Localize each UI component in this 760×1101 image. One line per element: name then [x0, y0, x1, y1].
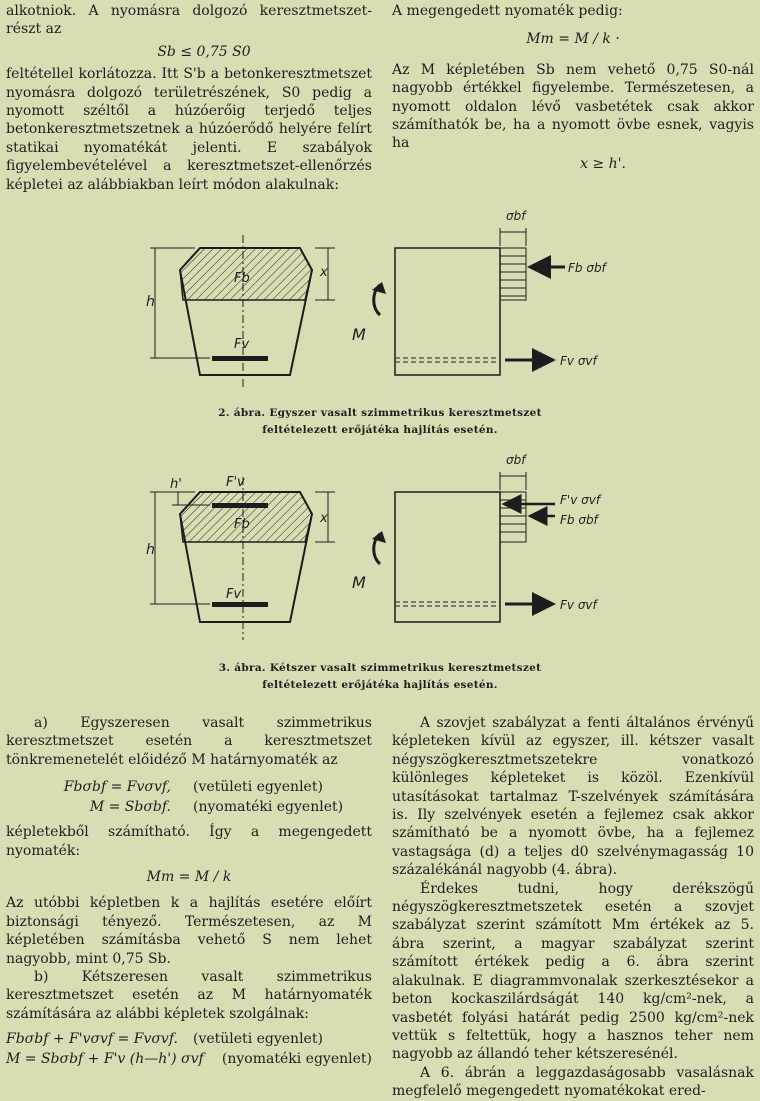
caption-line: feltételezett erőjátéka hajlítás esetén. — [262, 424, 498, 436]
rebar — [212, 356, 268, 361]
label-Fvp-sigma: F'v σvf — [560, 493, 601, 507]
caption-line: 2. ábra. Egyszer vasalt szimmetrikus keresztmetszet — [218, 407, 542, 419]
bottom-left-column — [6, 714, 372, 1069]
figure-3-diagram — [0, 442, 760, 652]
equation-row — [6, 797, 372, 817]
paragraph: képletekből számítható. Így a megengedett nyomaték: — [6, 824, 372, 859]
formula: Mm = M / k — [146, 869, 232, 886]
label-Fb-sigma: Fb σbf — [560, 513, 598, 527]
label-h-prime: h' — [170, 477, 182, 492]
equation-row — [6, 1029, 372, 1049]
label-Fv-prime: F'v — [226, 475, 245, 490]
beam-elevation — [352, 453, 602, 622]
paragraph: feltétellel korlátozza. Itt S'b a betonkeresztmetszet nyomásra dolgozó területrészének, S0 pedig a nyomott széltől a húzóerőig terjedő teljes betonkeresztmetszetnek a húzóerődő helyére felírt statikai nyomatékát jelenti. E szabályok figyelembevételével a keresztmetszet-ellenőrzés képletei az alábbiakban leírt módon alakulnak: — [6, 66, 372, 193]
label-M: M — [352, 325, 366, 344]
label-Fv-sigma: Fv σvf — [560, 354, 597, 368]
equation-label: (vetületi egyenlet) — [193, 1031, 323, 1048]
paragraph: Az utóbbi képletben k a hajlítás esetére előírt biztonsági tényező. Természetesen, az M képletében számításba vehető S nem lehet nagyobb, mint 0,75 Sb. — [6, 895, 372, 967]
label-sigma-bf: σbf — [506, 209, 526, 223]
equation-row — [6, 777, 372, 797]
paragraph: A 6. ábrán a leggazdaságosabb vasalásnak megfelelő megengedett nyomatékokat ered- — [392, 1064, 754, 1100]
label-Fv: Fv — [226, 587, 242, 602]
figure-2-diagram — [0, 190, 760, 405]
label-h: h — [146, 294, 155, 310]
formula: x ≥ h'. — [580, 155, 626, 172]
label-Fv: Fv — [234, 337, 250, 352]
equation: M = Sbσbf. — [89, 799, 171, 816]
label-sigma-bf: σbf — [506, 453, 526, 467]
paragraph: Az M képletében Sb nem vehető 0,75 S0-nál nagyobb értékkel figyelembe. Természetesen, a nyomott oldalon lévő vasbetétek csak akkor számíthatók be, ha a nyomott övbe esnek, vagyis ha — [392, 61, 754, 152]
formula: Mm = M / k · — [526, 31, 620, 48]
equation-label: (nyomatéki egyenlet) — [221, 1051, 372, 1068]
cross-section — [146, 475, 335, 640]
paragraph: A szovjet szabályzat a fenti általános érvényű képleteken kívül az egyszer, ill. kétszer vasalt négyszögkeresztmetszetekre vonatkozó különleges képleteket is közöl. Ezenkívül utasításokat tartalmaz T-szelvények számítására is. Ily szelvények esetén a fejlemez csak akkor számítható be a nyomott övbe, ha a fejlemez vastagsága (d) a teljes d0 szelvénymagasság 10 százalékánál nagyobb (4. ábra). — [392, 715, 754, 879]
cross-section — [146, 235, 335, 390]
label-h: h — [146, 542, 155, 558]
figure-2-caption — [140, 405, 620, 439]
label-x: x — [320, 511, 328, 526]
paragraph: A megengedett nyomaték pedig: — [392, 3, 623, 19]
paragraph: a) Egyszeresen vasalt szimmetrikus keresztmetszet esetén a keresztmetszet tönkremenetelét előidéző M határnyomaték az — [6, 715, 372, 768]
caption-line: feltételezett erőjátéka hajlítás esetén. — [262, 679, 498, 691]
equation-row — [6, 1049, 372, 1069]
equation-label: (vetületi egyenlet) — [193, 779, 323, 796]
bottom-right-column — [392, 714, 754, 1101]
label-M: M — [352, 573, 366, 592]
figure-3-caption — [140, 660, 620, 694]
paragraph: b) Kétszeresen vasalt szimmetrikus keresztmetszet esetén az M határnyomaték számítására az alábbi képletek szolgálnak: — [6, 969, 372, 1022]
label-x: x — [320, 265, 328, 280]
equation: Fbσbf + F'vσvf = Fvσvf. — [6, 1031, 178, 1048]
bottom-rebar — [212, 602, 268, 607]
top-left-column — [6, 2, 372, 194]
equation: M = Sbσbf + F'v (h—h') σvf — [6, 1051, 204, 1068]
top-right-column — [392, 2, 754, 177]
equation: Fbσbf = Fvσvf, — [63, 779, 171, 796]
beam-elevation — [352, 209, 608, 375]
label-Fb: Fb — [234, 517, 250, 532]
formula: Sb ≤ 0,75 S0 — [157, 43, 251, 60]
caption-line: 3. ábra. Kétszer vasalt szimmetrikus keresztmetszet — [218, 662, 542, 674]
label-Fb: Fb — [234, 271, 250, 286]
label-Fb-sigma: Fb σbf — [568, 261, 606, 275]
label-Fv-sigma: Fv σvf — [560, 598, 597, 612]
top-rebar — [212, 503, 268, 508]
paragraph: alkotniok. A nyomásra dolgozó keresztmetszet-részt az — [6, 3, 372, 38]
equation-label: (nyomatéki egyenlet) — [193, 799, 344, 816]
paragraph: Érdekes tudni, hogy derékszögű négyszögkeresztmetszetek esetén a szovjet szabályzat szerint számított Mm értékek az 5. ábra szerint, a magyar szabályzat szerint számított értékek pedig a 6. ábra szerint alakulnak. E diagrammvonalak szerkesztésekor a beton kockaszilárdságát 140 kg/cm²-nek, a vasbetét folyási határát pedig 2500 kg/cm²-nek vettük s feltettük, hogy a hasznos teher nem nagyobb az állandó teher kétszeresénél. — [392, 880, 754, 1063]
